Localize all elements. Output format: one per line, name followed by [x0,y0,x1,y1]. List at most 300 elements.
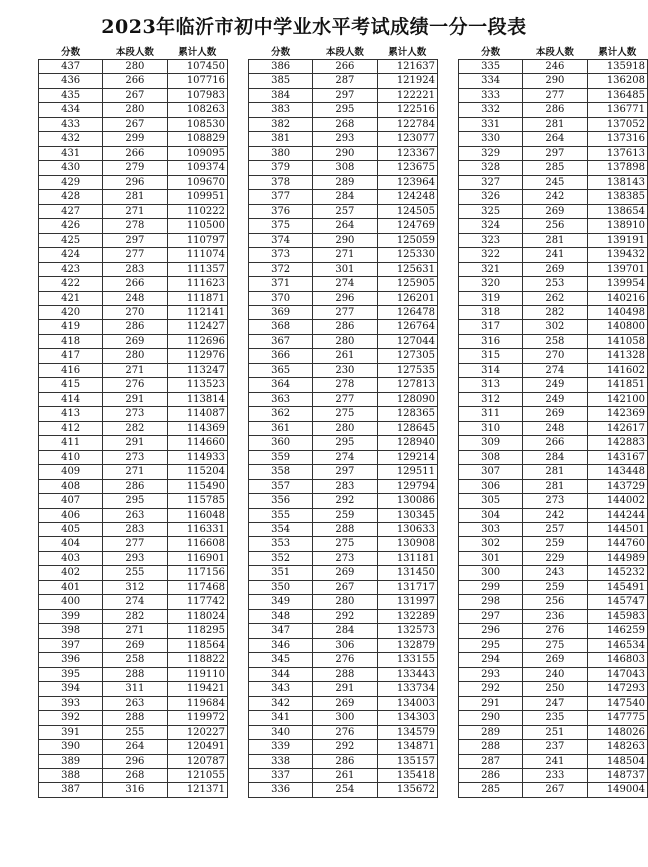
score-cell: 380 [249,146,313,160]
table-row [39,667,228,681]
table-row [39,349,228,363]
table-row [249,566,438,580]
score-cell: 322 [459,248,523,262]
segment-count-cell: 278 [103,219,167,233]
score-cell: 317 [459,320,523,334]
cumulative-count-cell: 123675 [377,161,438,175]
cumulative-count-cell: 127813 [377,378,438,392]
header-segment-count: 本段人数 [115,47,154,58]
table-row [39,754,228,768]
segment-count-cell: 273 [103,407,167,421]
table-row [249,537,438,551]
cumulative-count-cell: 142617 [587,421,648,435]
table-row [249,465,438,479]
cumulative-count-cell: 112696 [167,334,228,348]
score-cell: 413 [39,407,103,421]
table-row [459,349,648,363]
segment-count-cell: 271 [313,248,377,262]
table-row [459,175,648,189]
segment-count-cell: 293 [313,132,377,146]
cumulative-count-cell: 124769 [377,219,438,233]
segment-count-cell: 277 [103,537,167,551]
score-cell: 410 [39,450,103,464]
score-cell: 334 [459,74,523,88]
cumulative-count-cell: 125059 [377,233,438,247]
table-row [459,363,648,377]
segment-count-cell: 264 [103,740,167,754]
segment-count-cell: 268 [313,117,377,131]
table-row [39,725,228,739]
cumulative-count-cell: 136771 [587,103,648,117]
segment-count-cell: 280 [313,334,377,348]
score-cell: 338 [249,754,313,768]
segment-count-cell: 235 [523,711,587,725]
table-row [249,262,438,276]
cumulative-count-cell: 132573 [377,624,438,638]
header-score: 分数 [271,47,291,58]
cumulative-count-cell: 139191 [587,233,648,247]
header-segment-count: 本段人数 [535,47,574,58]
table-row [459,725,648,739]
cumulative-count-cell: 129511 [377,465,438,479]
segment-count-cell: 275 [313,407,377,421]
table-row [39,262,228,276]
score-cell: 304 [459,508,523,522]
score-cell: 350 [249,580,313,594]
cumulative-count-cell: 145232 [587,566,648,580]
table-row [459,711,648,725]
score-cell: 390 [39,740,103,754]
segment-count-cell: 263 [103,508,167,522]
table-row [39,60,228,74]
table-row [39,103,228,117]
score-cell: 402 [39,566,103,580]
segment-count-cell: 258 [103,653,167,667]
score-cell: 434 [39,103,103,117]
segment-count-cell: 249 [523,392,587,406]
score-cell: 408 [39,479,103,493]
score-cell: 398 [39,624,103,638]
cumulative-count-cell: 111623 [167,277,228,291]
score-cell: 354 [249,523,313,537]
cumulative-count-cell: 130086 [377,494,438,508]
segment-count-cell: 229 [523,551,587,565]
segment-count-cell: 271 [103,363,167,377]
cumulative-count-cell: 148026 [587,725,648,739]
segment-count-cell: 273 [313,551,377,565]
table-row [249,248,438,262]
table-row [249,378,438,392]
score-cell: 359 [249,450,313,464]
table-row [249,783,438,797]
table-row [249,103,438,117]
segment-count-cell: 286 [103,479,167,493]
cumulative-count-cell: 133443 [377,667,438,681]
cumulative-count-cell: 135918 [587,60,648,74]
score-cell: 372 [249,262,313,276]
table-row [249,146,438,160]
segment-count-cell: 269 [523,653,587,667]
segment-count-cell: 266 [523,436,587,450]
segment-count-cell: 256 [523,219,587,233]
segment-count-cell: 308 [313,161,377,175]
score-cell: 409 [39,465,103,479]
table-row [459,653,648,667]
table-row [249,523,438,537]
score-cell: 427 [39,204,103,218]
segment-count-cell: 284 [313,624,377,638]
score-cell: 384 [249,88,313,102]
cumulative-count-cell: 131997 [377,595,438,609]
header-cumulative-count: 累计人数 [598,47,637,58]
cumulative-count-cell: 118564 [167,638,228,652]
cumulative-count-cell: 133155 [377,653,438,667]
cumulative-count-cell: 129794 [377,479,438,493]
table-row [39,378,228,392]
segment-count-cell: 269 [313,696,377,710]
score-cell: 424 [39,248,103,262]
table-row [459,740,648,754]
segment-count-cell: 283 [103,262,167,276]
cumulative-count-cell: 109095 [167,146,228,160]
segment-count-cell: 290 [313,146,377,160]
score-cell: 393 [39,696,103,710]
cumulative-count-cell: 111074 [167,248,228,262]
table-row [249,204,438,218]
table-row [459,219,648,233]
table-row [249,407,438,421]
segment-count-cell: 288 [313,667,377,681]
score-cell: 337 [249,768,313,782]
table-row [249,667,438,681]
table-row [459,465,648,479]
table-row [249,696,438,710]
segment-count-cell: 250 [523,682,587,696]
score-cell: 306 [459,479,523,493]
cumulative-count-cell: 148504 [587,754,648,768]
cumulative-count-cell: 137898 [587,161,648,175]
segment-count-cell: 274 [313,450,377,464]
table-row [459,262,648,276]
table-row [39,88,228,102]
cumulative-count-cell: 147775 [587,711,648,725]
score-cell: 396 [39,653,103,667]
table-row [249,349,438,363]
header-score: 分数 [61,47,81,58]
segment-count-cell: 248 [523,421,587,435]
cumulative-count-cell: 140216 [587,291,648,305]
cumulative-count-cell: 126478 [377,305,438,319]
segment-count-cell: 283 [103,523,167,537]
segment-count-cell: 263 [103,696,167,710]
score-cell: 412 [39,421,103,435]
cumulative-count-cell: 121055 [167,768,228,782]
cumulative-count-cell: 147293 [587,682,648,696]
score-cell: 327 [459,175,523,189]
score-cell: 346 [249,638,313,652]
score-cell: 331 [459,117,523,131]
cumulative-count-cell: 146259 [587,624,648,638]
score-cell: 399 [39,609,103,623]
cumulative-count-cell: 108829 [167,132,228,146]
segment-count-cell: 286 [313,320,377,334]
table-row [39,132,228,146]
header-score: 分数 [481,47,501,58]
segment-count-cell: 290 [313,233,377,247]
cumulative-count-cell: 141602 [587,363,648,377]
score-cell: 374 [249,233,313,247]
table-row [249,624,438,638]
cumulative-count-cell: 116608 [167,537,228,551]
score-cell: 297 [459,609,523,623]
table-row [459,291,648,305]
score-cell: 326 [459,190,523,204]
score-cell: 318 [459,305,523,319]
cumulative-count-cell: 119684 [167,696,228,710]
table-row [249,682,438,696]
cumulative-count-cell: 120787 [167,754,228,768]
score-cell: 311 [459,407,523,421]
table-row [459,305,648,319]
score-cell: 395 [39,667,103,681]
cumulative-count-cell: 134003 [377,696,438,710]
table-row [249,305,438,319]
segment-count-cell: 269 [103,638,167,652]
segment-count-cell: 283 [313,479,377,493]
table-row [39,609,228,623]
table-row [249,436,438,450]
segment-count-cell: 242 [523,190,587,204]
table-row [39,320,228,334]
cumulative-count-cell: 142883 [587,436,648,450]
table-row [459,768,648,782]
cumulative-count-cell: 135672 [377,783,438,797]
table-row [249,421,438,435]
score-cell: 386 [249,60,313,74]
cumulative-count-cell: 142100 [587,392,648,406]
score-cell: 435 [39,88,103,102]
cumulative-count-cell: 117468 [167,580,228,594]
score-cell: 433 [39,117,103,131]
score-cell: 344 [249,667,313,681]
segment-count-cell: 240 [523,667,587,681]
cumulative-count-cell: 108263 [167,103,228,117]
segment-count-cell: 280 [103,349,167,363]
segment-count-cell: 277 [523,88,587,102]
cumulative-count-cell: 117156 [167,566,228,580]
score-cell: 343 [249,682,313,696]
table-row [249,595,438,609]
table-row [39,219,228,233]
table-row [459,161,648,175]
score-cell: 378 [249,175,313,189]
cumulative-count-cell: 137052 [587,117,648,131]
cumulative-count-cell: 128090 [377,392,438,406]
score-cell: 375 [249,219,313,233]
cumulative-count-cell: 127305 [377,349,438,363]
cumulative-count-cell: 110797 [167,233,228,247]
table-row [249,363,438,377]
cumulative-count-cell: 128645 [377,421,438,435]
table-row [459,407,648,421]
table-row [39,392,228,406]
cumulative-count-cell: 134871 [377,740,438,754]
score-cell: 400 [39,595,103,609]
table-row [39,768,228,782]
segment-count-cell: 236 [523,609,587,623]
cumulative-count-cell: 123367 [377,146,438,160]
table-row [459,580,648,594]
table-row [39,233,228,247]
segment-count-cell: 261 [313,768,377,782]
table-row [39,421,228,435]
score-cell: 371 [249,277,313,291]
score-cell: 309 [459,436,523,450]
score-table-1 [38,46,228,798]
table-row [459,436,648,450]
score-cell: 416 [39,363,103,377]
segment-count-cell: 264 [523,132,587,146]
segment-count-cell: 277 [313,305,377,319]
score-cell: 415 [39,378,103,392]
cumulative-count-cell: 110222 [167,204,228,218]
cumulative-count-cell: 118295 [167,624,228,638]
table-row [459,783,648,797]
cumulative-count-cell: 128940 [377,436,438,450]
score-cell: 333 [459,88,523,102]
table-row [459,508,648,522]
segment-count-cell: 274 [313,277,377,291]
cumulative-count-cell: 131181 [377,551,438,565]
table-row [249,291,438,305]
score-cell: 287 [459,754,523,768]
table-row [459,74,648,88]
segment-count-cell: 259 [523,580,587,594]
segment-count-cell: 259 [523,537,587,551]
segment-count-cell: 246 [523,60,587,74]
segment-count-cell: 276 [313,653,377,667]
table-row [39,696,228,710]
table-row [39,638,228,652]
cumulative-count-cell: 113247 [167,363,228,377]
segment-count-cell: 262 [523,291,587,305]
score-cell: 414 [39,392,103,406]
cumulative-count-cell: 127535 [377,363,438,377]
score-cell: 294 [459,653,523,667]
segment-count-cell: 295 [103,494,167,508]
table-row [249,479,438,493]
score-cell: 348 [249,609,313,623]
cumulative-count-cell: 132289 [377,609,438,623]
score-cell: 387 [39,783,103,797]
cumulative-count-cell: 109670 [167,175,228,189]
segment-count-cell: 281 [523,233,587,247]
table-row [459,624,648,638]
table-row [39,363,228,377]
score-cell: 394 [39,682,103,696]
segment-count-cell: 279 [103,161,167,175]
table-row [39,175,228,189]
cumulative-count-cell: 130908 [377,537,438,551]
score-cell: 358 [249,465,313,479]
cumulative-count-cell: 123964 [377,175,438,189]
score-cell: 417 [39,349,103,363]
score-cell: 353 [249,537,313,551]
segment-count-cell: 251 [523,725,587,739]
cumulative-count-cell: 139432 [587,248,648,262]
cumulative-count-cell: 135418 [377,768,438,782]
segment-count-cell: 247 [523,696,587,710]
segment-count-cell: 230 [313,363,377,377]
segment-count-cell: 280 [103,103,167,117]
score-cell: 296 [459,624,523,638]
header-cumulative-count: 累计人数 [388,47,427,58]
segment-count-cell: 255 [103,725,167,739]
cumulative-count-cell: 115490 [167,479,228,493]
segment-count-cell: 241 [523,248,587,262]
score-cell: 381 [249,132,313,146]
score-cell: 377 [249,190,313,204]
segment-count-cell: 296 [313,291,377,305]
score-cell: 388 [39,768,103,782]
segment-count-cell: 282 [103,609,167,623]
segment-count-cell: 306 [313,638,377,652]
table-row [39,190,228,204]
cumulative-count-cell: 127044 [377,334,438,348]
cumulative-count-cell: 142369 [587,407,648,421]
score-cell: 370 [249,291,313,305]
table-row [39,523,228,537]
cumulative-count-cell: 138143 [587,175,648,189]
score-cell: 285 [459,783,523,797]
table-row [459,277,648,291]
table-row [459,754,648,768]
score-cell: 436 [39,74,103,88]
score-cell: 330 [459,132,523,146]
score-cell: 301 [459,551,523,565]
segment-count-cell: 277 [313,392,377,406]
cumulative-count-cell: 121371 [167,783,228,797]
score-cell: 422 [39,277,103,291]
table-row [249,609,438,623]
score-cell: 365 [249,363,313,377]
segment-count-cell: 301 [313,262,377,276]
score-cell: 368 [249,320,313,334]
segment-count-cell: 285 [523,161,587,175]
score-cell: 373 [249,248,313,262]
cumulative-count-cell: 121924 [377,74,438,88]
score-table-2 [248,46,438,798]
table-row [39,595,228,609]
cumulative-count-cell: 139954 [587,277,648,291]
segment-count-cell: 284 [523,450,587,464]
segment-count-cell: 281 [523,479,587,493]
cumulative-count-cell: 124248 [377,190,438,204]
cumulative-count-cell: 118822 [167,653,228,667]
score-cell: 321 [459,262,523,276]
score-cell: 431 [39,146,103,160]
cumulative-count-cell: 122784 [377,117,438,131]
cumulative-count-cell: 134303 [377,711,438,725]
cumulative-count-cell: 140800 [587,320,648,334]
segment-count-cell: 274 [103,595,167,609]
cumulative-count-cell: 109951 [167,190,228,204]
score-cell: 401 [39,580,103,594]
segment-count-cell: 297 [313,88,377,102]
cumulative-count-cell: 137613 [587,146,648,160]
segment-count-cell: 257 [313,204,377,218]
table-row [459,378,648,392]
